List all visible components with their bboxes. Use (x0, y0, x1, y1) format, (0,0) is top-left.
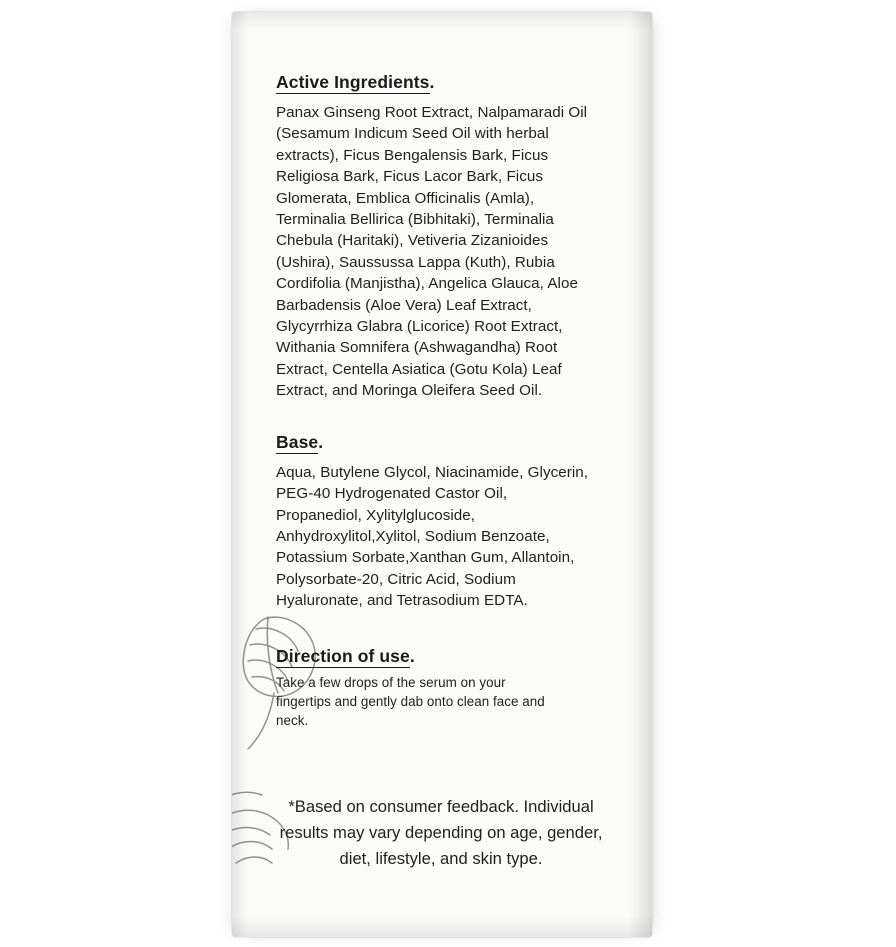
section-active-ingredients (276, 72, 596, 402)
section-base (276, 432, 596, 612)
section-heading-active-ingredients (276, 72, 434, 93)
section-direction-of-use (276, 646, 596, 730)
section-heading-period: . (429, 72, 435, 92)
section-heading-text: Active Ingredients (276, 72, 430, 92)
direction-of-use-body: Take a few drops of the serum on your fingertips and gently dab onto clean face and neck. (276, 674, 545, 728)
carton-top-flap (232, 12, 652, 30)
section-heading-text: Base (276, 431, 319, 452)
product-carton-panel (232, 12, 652, 937)
consumer-feedback-footnote: *Based on consumer feedback. Individual results may vary depending on age, gender, diet, lifestyle, and skin type. (279, 797, 603, 868)
section-heading-period: . (409, 645, 415, 666)
section-heading-text: Direction of use (276, 645, 410, 666)
base-ingredients-body: Aqua, Butylene Glycol, Niacinamide, Glycerin, PEG-40 Hydrogenated Castor Oil, Propanediol, Xylitylglucoside, Anhydroxylitol,Xylitol, Sodium Benzoate, Potassium Sorbate,Xanthan Gum, Allantoin, Polysorbate-20, Citric Acid, Sodium Hyaluronate, and Tetrasodium EDTA. (276, 463, 589, 610)
section-heading-period: . (318, 431, 324, 452)
active-ingredients-body: Panax Ginseng Root Extract, Nalpamaradi Oil (Sesamum Indicum Seed Oil with herbal extracts), Ficus Bengalensis Bark, Ficus Religiosa Bark, Ficus Lacor Bark, Ficus Glomerata, Emblica Officinalis (Amla), Terminalia Bellirica (Bibhitaki), Terminalia Chebula (Haritaki), Vetiveria Zizanioides (Ushira), Saussussa Lappa (Kuth), Rubia Cordifolia (Manjistha), Angelica Glauca, Aloe Barbadensis (Aloe Vera) Leaf Extract, Glycyrrhiza Glabra (Licorice) Root Extract, Withania Somnifera (Ashwagandha) Root Extract, Centella Asiatica (Gotu Kola) Leaf Extract, and Moringa Oleifera Seed Oil. (276, 104, 588, 400)
carton-bottom-flap (232, 915, 652, 937)
section-heading-direction-of-use (276, 646, 415, 667)
panel-text-content (276, 72, 596, 756)
section-heading-base (276, 432, 323, 453)
